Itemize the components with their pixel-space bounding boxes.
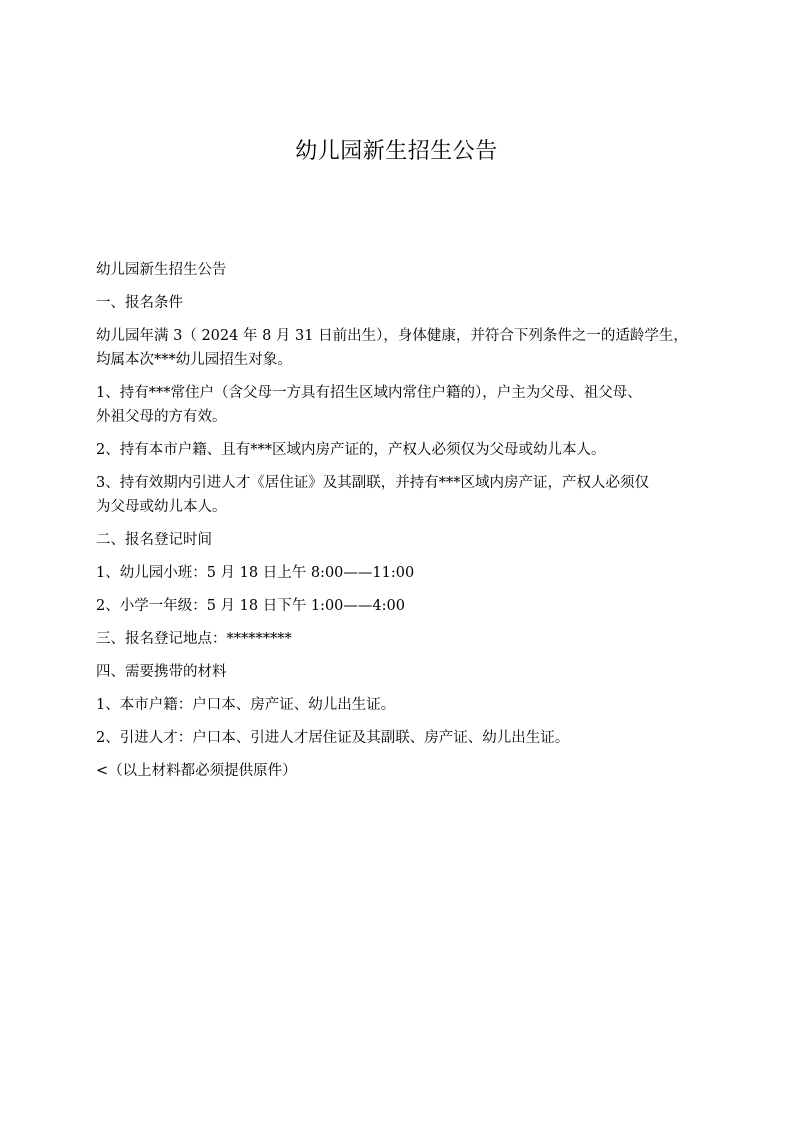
section-heading — [96, 528, 718, 552]
paragraph-line: 均属本次***幼儿园招生对象。 — [96, 352, 292, 368]
paragraph-line: 1、持有***常住户（含父母一方具有招生区域内常住户籍的），户主为父母、祖父母、 — [96, 385, 642, 401]
list-item — [96, 438, 718, 462]
paragraph-line: 2、引进人才：户口本、引进人才居住证及其副联、房产证、幼儿出生证。 — [96, 730, 570, 746]
paragraph-line: 外祖父母的方有效。 — [96, 409, 227, 425]
paragraph-line: 三、报名登记地点：********* — [96, 631, 292, 647]
paragraph-line: 2、持有本市户籍、且有***区域内房产证的，产权人必须仅为父母或幼儿本人。 — [96, 442, 606, 458]
list-item — [96, 471, 718, 519]
paragraph-line: 1、幼儿园小班：5 月 18 日上午 8:00——11:00 — [96, 565, 415, 581]
section-heading — [96, 627, 718, 651]
paragraph-line: 幼儿园年满 3（ 2024 年 8 月 31 日前出生），身体健康，并符合下列条件之一的适龄学生， — [96, 328, 688, 344]
list-item — [96, 381, 718, 429]
list-item — [96, 726, 718, 750]
paragraph-line: 一、报名条件 — [96, 295, 183, 311]
paragraph-line: <（以上材料都必须提供原件） — [96, 763, 297, 779]
section-heading — [96, 291, 718, 315]
paragraph-line: 2、小学一年级：5 月 18 日下午 1:00——4:00 — [96, 598, 405, 614]
paragraph — [96, 324, 718, 372]
paragraph-line: 1、本市户籍：户口本、房产证、幼儿出生证。 — [96, 697, 396, 713]
document-body — [96, 258, 718, 792]
paragraph-line: 3、持有效期内引进人才《居住证》及其副联，并持有***区域内房产证，产权人必须仅 — [96, 475, 649, 491]
page-title: 幼儿园新生招生公告 — [295, 139, 498, 164]
paragraph — [96, 258, 718, 282]
section-heading — [96, 660, 718, 684]
list-item — [96, 561, 718, 585]
note — [96, 759, 718, 783]
paragraph-line: 为父母或幼儿本人。 — [96, 499, 227, 515]
paragraph-line: 四、需要携带的材料 — [96, 664, 227, 680]
paragraph-line: 幼儿园新生招生公告 — [96, 262, 227, 278]
paragraph-line: 二、报名登记时间 — [96, 532, 212, 548]
list-item — [96, 594, 718, 618]
list-item — [96, 693, 718, 717]
